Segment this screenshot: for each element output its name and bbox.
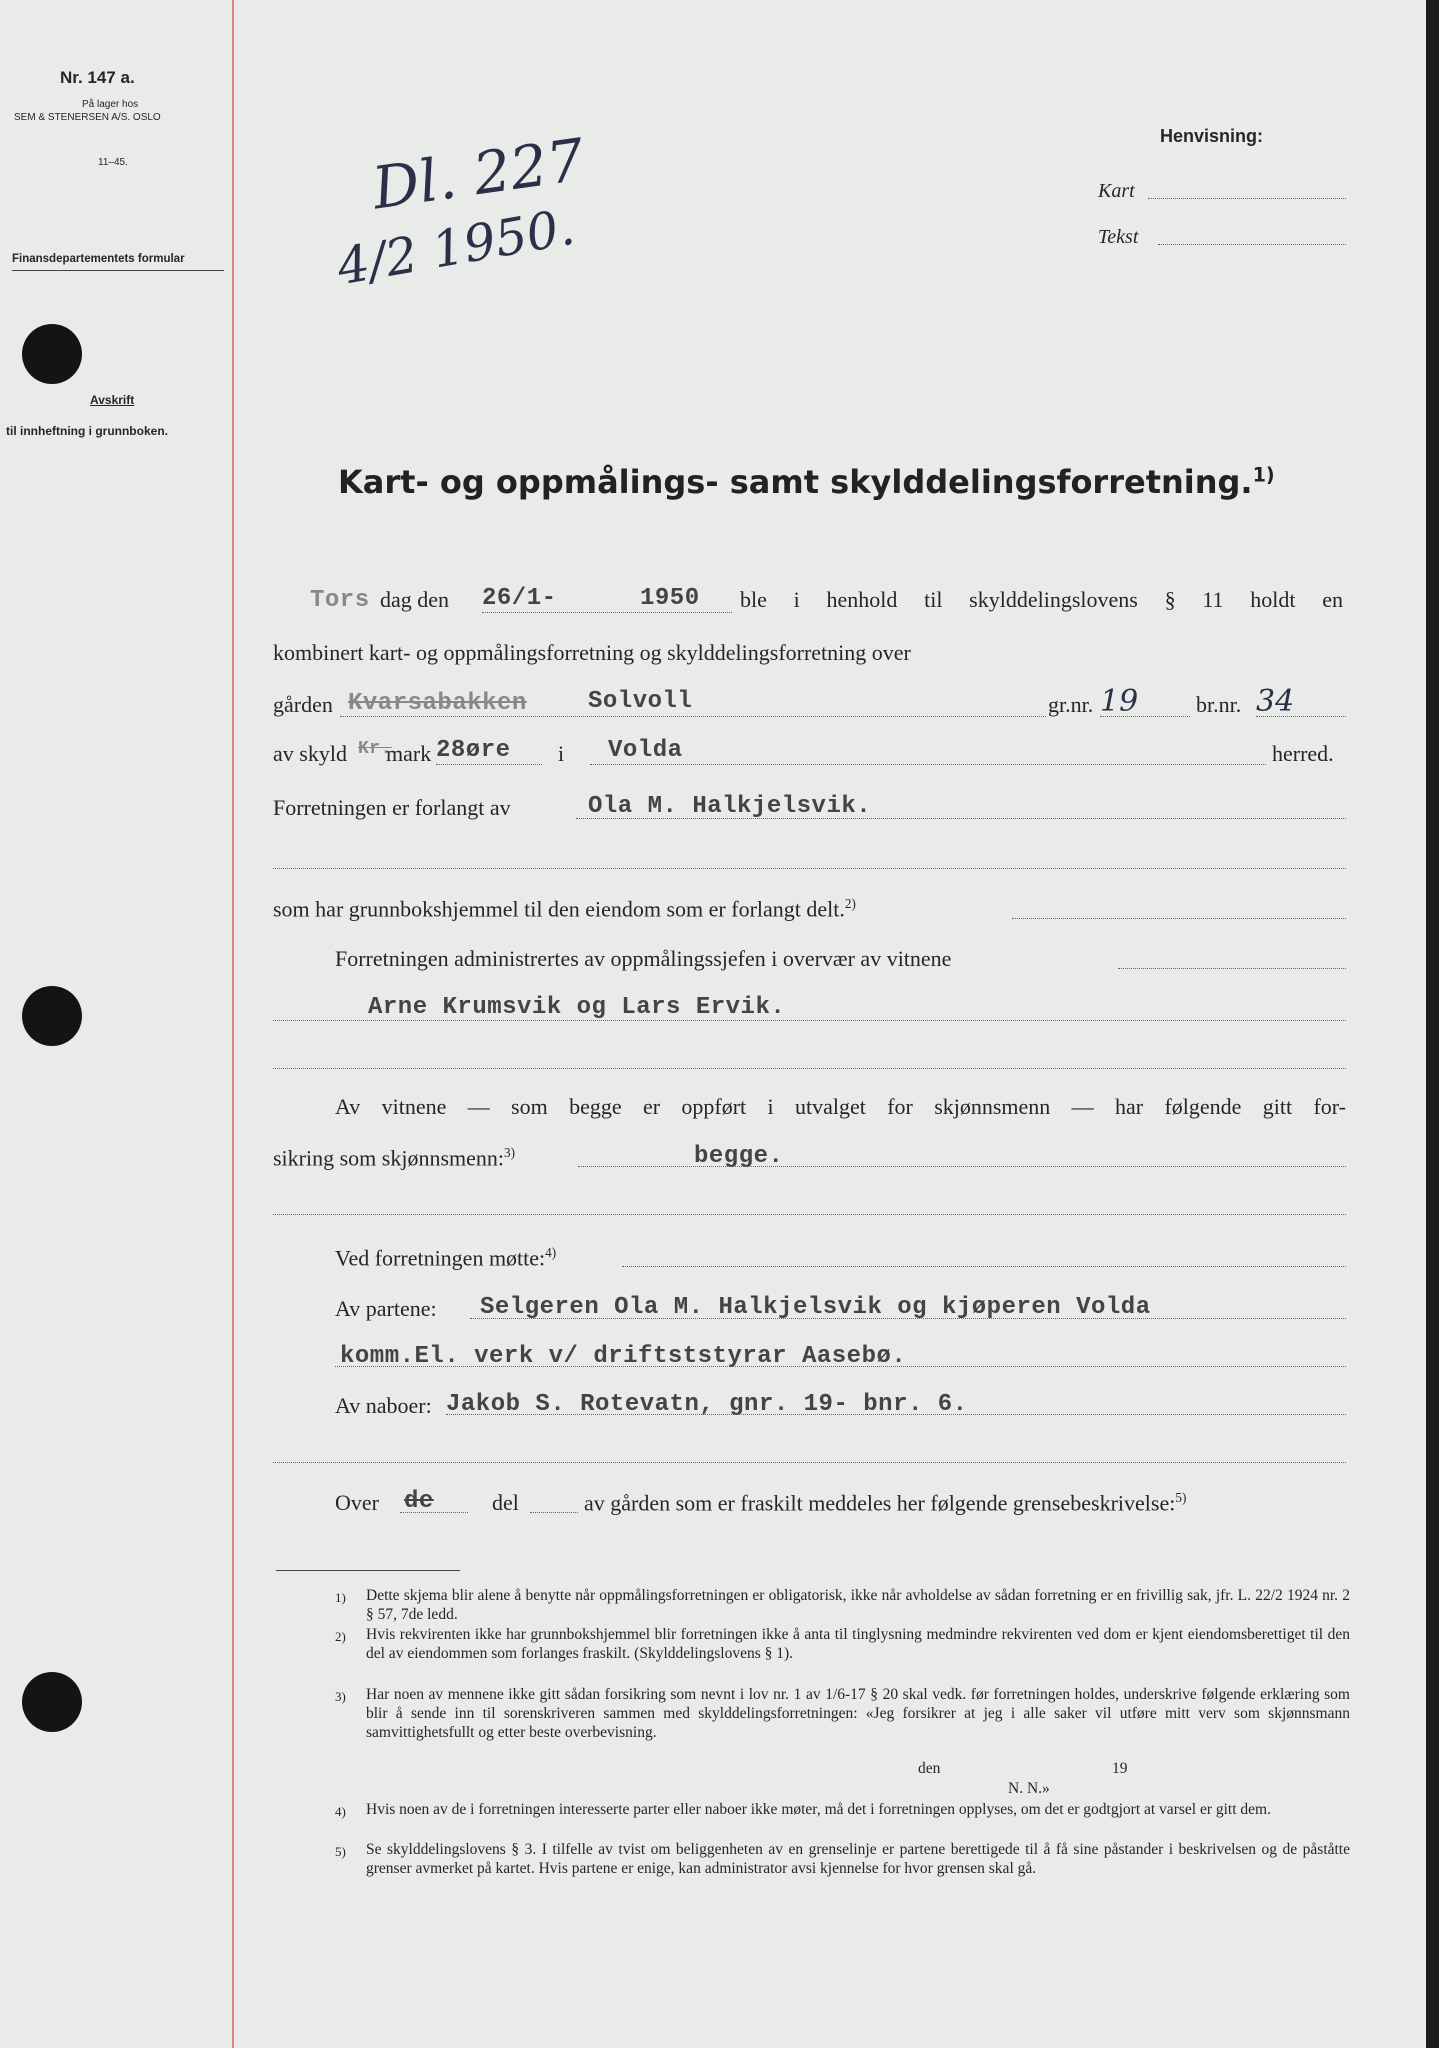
copy-note: til innheftning i grunnboken. [6,424,168,438]
blank-field-line [400,1512,468,1513]
reference-map-field [1148,198,1346,199]
copy-label: Avskrift [90,393,135,407]
parties-value: Selgeren Ola M. Halkjelsvik og kjøperen Volda [480,1294,1151,1321]
tax-field-line [436,764,542,765]
grnr-value: 19 [1100,684,1139,719]
line-text: Forretningen administrertes av oppmålingssjefen i overvær av vitnene [335,946,952,971]
footnote-number: 1) [335,1590,346,1605]
blank-field-line [273,1068,1346,1069]
footnote-number: 2) [335,1629,346,1644]
parties-value-cont: komm.El. verk v/ driftststyrar Aasebø. [340,1343,907,1370]
grnr-label: gr.nr. [1048,692,1094,717]
line-text: dag den [380,587,450,612]
tax-value: 28øre [436,737,511,764]
publisher-name: SEM & STENERSEN A/S. OSLO [14,112,161,123]
line-text: Forretningen er forlangt av [273,795,511,820]
witnesses-field-line [273,1020,1346,1021]
witnesses-value: Arne Krumsvik og Lars Ervik. [368,994,786,1021]
binder-hole-icon [22,986,82,1046]
divider [12,270,224,271]
binder-hole-icon [22,324,82,384]
publisher-line: På lager hos [82,99,139,110]
line-text: del [492,1490,519,1515]
line-text: Ved forretningen møtte:$^{4)}$ [335,1245,557,1271]
line-text: Av naboer: [335,1393,432,1418]
brnr-value: 34 [1256,684,1295,719]
footnote-text: Hvis noen av de i forretningen interesserte parter eller naboer ikke møter, må det i forretningen opplyses, om det er godtgjort at varsel er gitt dem. [366,1801,1271,1818]
footnote-text: Se skylddelingslovens § 3. I tilfelle av tvist om beliggenheten av en grenselinje er partene berettigede til å få sine påstander i beskrivelsen og de påståtte grenser avmerket på kartet. Hvis partene er enige, kan administrator avsi kjennelse for hvor grensen skal gå. [366,1841,1350,1877]
farm-name-value: Solvoll [588,688,693,715]
line-text: som har grunnbokshjemmel til den eiendom som er forlangt delt.$^{2)}$ [273,896,856,922]
blank-field-line [273,1462,1346,1463]
struck-farm-name: Kvarsabakken [348,690,527,717]
neighbors-field-line [446,1414,1346,1415]
year-value: 1950 [640,585,700,612]
farm-field-line [340,716,1046,717]
footnote-number: 5) [335,1844,346,1859]
line-text: mark [386,741,432,766]
footnote-year: 19 [1112,1760,1128,1777]
line-text: herred. [1272,741,1334,766]
struck-word: de [404,1488,434,1515]
line-text: sikring som skjønnsmenn:$^{3)}$ [273,1145,516,1171]
footnote-text: Dette skjema blir alene å benytte når oppmålingsforretningen er obligatorisk, ikke når avholdelse av sådan forretning er en frivillig sak, jfr. L. 22/2 1924 nr. 2 § 57, 7de ledd. [366,1587,1350,1623]
grnr-field-line [1100,716,1190,717]
blank-field-line [622,1266,1346,1267]
assurance-field-line [578,1166,1346,1167]
footnote-number: 3) [335,1689,346,1704]
reference-map-label: Kart [1098,180,1135,202]
line-text: Over [335,1490,379,1515]
brnr-label: br.nr. [1196,692,1242,717]
blank-field-line [530,1512,578,1513]
line-text: gården [273,692,333,717]
footnote-den: den [918,1760,941,1777]
line-text: i [558,741,565,766]
reference-title: Henvisning: [1160,126,1264,146]
date-field-line [482,612,732,613]
margin-line [232,0,234,2048]
reference-text-field [1158,244,1346,245]
parties-field-line [335,1366,1346,1367]
requester-value: Ola M. Halkjelsvik. [588,793,872,820]
handwritten-ref-number: Dl. 227 [368,125,589,223]
footnote-signature: N. N.» [1008,1780,1050,1797]
blank-field-line [273,868,1346,869]
line-text: av skyld [273,741,347,766]
municipality-field-line [590,764,1266,765]
footnote-text: Har noen av mennene ikke gitt sådan forsikring som nevnt i lov nr. 1 av 1/6-17 § 20 skal vedk. før forretningen holdes, underskrive følgende erklæring som blir å sende inn til sorenskriveren sammen med skylddelingsforretningen: «Jeg forsikrer at jeg i alle saker vil utføre mitt verv som skjønnsmann samvittighetsfullt og etter beste overbevisning. [366,1686,1350,1741]
department-label: Finansdepartementets formular [12,253,185,265]
handwritten-ref-date: 4/2 1950. [332,197,579,297]
assurance-value: begge. [694,1143,784,1170]
footnote-text: Hvis rekvirenten ikke har grunnbokshjemmel blir forretningen ikke å anta til tinglysning medmindre rekvirenten ved dom er kjent eiendomsberettiget til den del av eiendommen som forlanges fraskilt. (Skylddelingslovens § 1). [366,1626,1350,1662]
municipality-value: Volda [608,737,683,764]
brnr-field-line [1256,716,1346,717]
binder-hole-icon [22,1672,82,1732]
blank-field-line [1118,968,1346,969]
line-text: kombinert kart- og oppmålingsforretning og skylddelingsforretning over [273,640,911,665]
struck-currency: Kr. [358,739,392,759]
blank-field-line [1012,918,1346,919]
reference-text-label: Tekst [1098,226,1139,248]
document-title: Kart- og oppmålings- samt skylddelingsforretning.$^{1)}$ [338,463,1275,501]
form-date-code: 11–45. [98,157,128,168]
line-text: ble i henhold til skylddelingslovens § 11 holdt en [740,587,1343,612]
line-text: av gården som er fraskilt meddeles her følgende grensebeskrivelse:$^{5)}$ [584,1490,1187,1516]
line-text: Av vitnene — som begge er oppført i utvalget for skjønnsmenn — har følgende gitt for- [335,1094,1346,1119]
requester-field-line [576,818,1346,819]
blank-field-line [273,1214,1346,1215]
footnote-number: 4) [335,1804,346,1819]
date-value: 26/1- [482,585,557,612]
neighbors-value: Jakob S. Rotevatn, gnr. 19- bnr. 6. [446,1391,968,1418]
footnote-divider [276,1570,460,1571]
parties-field-line [470,1318,1346,1319]
form-number: Nr. 147 a. [60,68,135,87]
line-text: Av partene: [335,1296,437,1321]
weekday-value: Tors [310,587,370,614]
